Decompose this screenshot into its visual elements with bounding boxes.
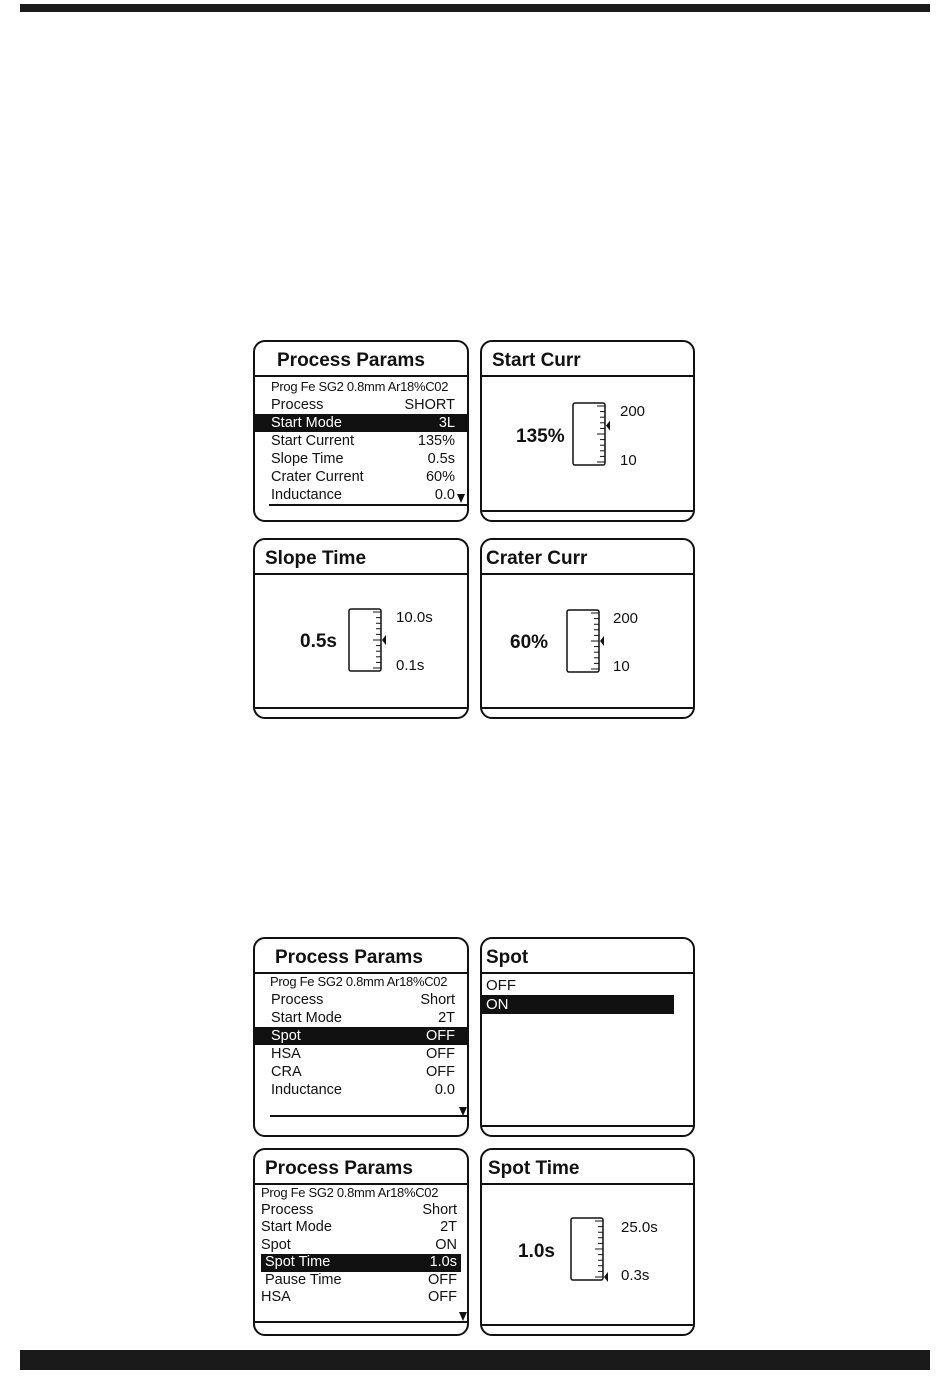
param-value: OFF	[428, 1289, 457, 1305]
param-value: 2T	[440, 1219, 457, 1235]
gauge-marker	[382, 635, 386, 645]
level-gauge	[346, 606, 386, 676]
param-row-start-mode[interactable]	[255, 1219, 467, 1237]
gauge-value: 60%	[510, 632, 549, 653]
param-value: Short	[422, 1201, 457, 1218]
param-label: Inductance	[271, 487, 342, 503]
param-row-start-mode[interactable]	[255, 1009, 467, 1027]
param-label: CRA	[271, 1064, 302, 1080]
screen-title: Spot Time	[482, 1155, 693, 1185]
option-on[interactable]: ON	[482, 995, 674, 1014]
param-label: Slope Time	[271, 451, 344, 467]
param-row-hsa[interactable]	[255, 1045, 467, 1063]
param-label: Process	[271, 992, 324, 1008]
param-row-start-mode[interactable]	[255, 414, 467, 432]
param-value: 135%	[417, 433, 455, 449]
param-value: 2T	[438, 1010, 455, 1026]
spot-time-screen	[480, 1148, 695, 1336]
param-row-inductance[interactable]	[255, 1081, 467, 1099]
screen-title: Process Params	[255, 347, 467, 377]
divider	[255, 1321, 467, 1323]
param-row-inductance[interactable]	[255, 486, 467, 504]
param-label: HSA	[261, 1289, 291, 1305]
process-params-screen-2	[253, 937, 469, 1137]
param-label: HSA	[271, 1046, 301, 1062]
param-value: 0.0	[434, 487, 455, 503]
gauge-min-label: 0.3s	[621, 1267, 650, 1284]
slope-time-screen	[253, 538, 469, 719]
param-row-hsa[interactable]	[255, 1289, 467, 1307]
gauge-value: 0.5s	[300, 631, 337, 652]
param-row-crater-current[interactable]	[255, 468, 467, 486]
gauge-min-label: 10	[613, 658, 630, 675]
gauge-min-label: 10	[620, 452, 637, 469]
divider	[270, 1115, 467, 1117]
level-gauge	[570, 400, 610, 470]
param-label: Inductance	[271, 1082, 342, 1098]
param-row-process[interactable]	[255, 1202, 467, 1220]
gauge-ticks	[373, 612, 381, 668]
param-row-spot[interactable]	[255, 1237, 467, 1255]
gauge-marker	[600, 636, 604, 646]
param-row-pause-time[interactable]	[255, 1272, 467, 1290]
param-value: Short	[420, 992, 455, 1008]
process-params-screen-1	[253, 340, 469, 522]
param-label: Start Mode	[271, 1010, 342, 1026]
program-info-text: Prog Fe SG2 0.8mm Ar18%C02	[270, 974, 448, 989]
param-row-process[interactable]	[255, 991, 467, 1009]
screen-title: Start Curr	[482, 347, 693, 377]
param-row-start-current[interactable]	[255, 432, 467, 450]
param-label: Process	[271, 397, 324, 413]
param-label: Process	[261, 1201, 314, 1218]
param-value: 0.5s	[427, 451, 455, 467]
param-value: OFF	[426, 1046, 455, 1062]
level-gauge	[568, 1215, 608, 1285]
screen-title: Crater Curr	[482, 545, 693, 575]
param-value: OFF	[426, 1064, 455, 1080]
param-value: 0.0	[434, 1082, 455, 1098]
gauge-value: 135%	[516, 426, 565, 447]
gauge-ticks	[595, 1221, 603, 1277]
scroll-down-icon[interactable]	[459, 1312, 467, 1321]
divider	[482, 1324, 693, 1326]
param-row-spot-time[interactable]	[261, 1254, 461, 1272]
divider	[269, 504, 467, 506]
param-row-cra[interactable]	[255, 1063, 467, 1081]
top-rule	[20, 4, 930, 12]
divider	[482, 1125, 693, 1127]
process-params-screen-3	[253, 1148, 469, 1336]
program-info-text: Prog Fe SG2 0.8mm Ar18%C02	[261, 1185, 439, 1200]
param-label: Spot	[261, 1236, 291, 1253]
crater-curr-screen	[480, 538, 695, 719]
param-value: 60%	[425, 469, 455, 485]
param-row-process[interactable]	[255, 396, 467, 414]
param-row-slope-time[interactable]	[255, 450, 467, 468]
gauge-marker	[604, 1272, 608, 1282]
gauge-value: 1.0s	[518, 1241, 555, 1262]
option-off[interactable]: OFF	[486, 977, 516, 994]
param-value: 1.0s	[429, 1254, 457, 1270]
gauge-marker	[606, 421, 610, 431]
param-value: ON	[435, 1236, 457, 1253]
program-info-text: Prog Fe SG2 0.8mm Ar18%C02	[271, 379, 449, 394]
gauge-max-label: 10.0s	[396, 609, 433, 626]
program-info	[255, 378, 467, 396]
scroll-down-icon[interactable]	[457, 494, 465, 503]
program-info	[255, 1184, 467, 1202]
param-value: OFF	[428, 1271, 457, 1288]
screen-title: Slope Time	[255, 545, 467, 575]
param-list	[255, 378, 467, 504]
program-info	[255, 973, 467, 991]
gauge-ticks	[597, 406, 605, 462]
param-label: Pause Time	[265, 1271, 342, 1288]
screen-title: Process Params	[255, 1155, 467, 1185]
gauge-min-label: 0.1s	[396, 657, 425, 674]
param-label: Start Current	[271, 433, 354, 449]
param-label: Crater Current	[271, 469, 364, 485]
gauge-max-label: 200	[613, 610, 639, 627]
param-label: Spot Time	[265, 1254, 331, 1270]
param-label: Start Mode	[261, 1219, 332, 1235]
level-gauge	[564, 607, 604, 677]
param-label: Start Mode	[271, 415, 342, 431]
bottom-bar	[20, 1350, 930, 1370]
gauge-ticks	[591, 613, 599, 669]
start-curr-screen	[480, 340, 695, 522]
gauge-max-label: 25.0s	[621, 1219, 658, 1236]
screen-title: Spot	[482, 944, 693, 974]
param-list	[255, 973, 467, 1099]
param-label: Spot	[271, 1028, 301, 1044]
param-value: OFF	[426, 1028, 455, 1044]
spot-screen	[480, 937, 695, 1137]
divider	[482, 707, 693, 709]
param-value: SHORT	[404, 397, 455, 413]
param-list	[255, 1184, 467, 1307]
param-value: 3L	[438, 415, 455, 431]
divider	[482, 510, 693, 512]
gauge-max-label: 200	[620, 403, 646, 420]
param-row-spot[interactable]	[255, 1027, 467, 1045]
screen-title: Process Params	[255, 944, 467, 974]
divider	[255, 707, 467, 709]
